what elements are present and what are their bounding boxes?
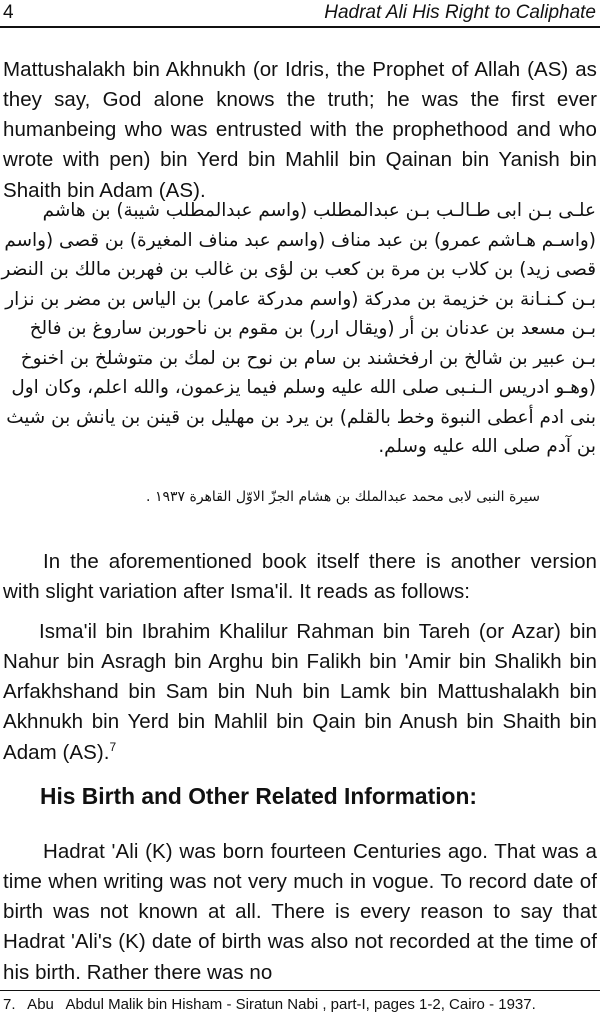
arabic-genealogy-line: بـن كـنـانة بن خزيمة بن مدركة (واسم مدركة عامر) بن الياس بن مضر بن نزار [5, 288, 596, 310]
birth-paragraph: Hadrat 'Ali (K) was born fourteen Centuries ago. That was a time when writing was not very much in vogue. To record date of birth was not known at all. There is every reason to say that Hadrat 'Ali's (K) date of birth was also not recorded at the time of his birth. Rather there was no [3, 839, 597, 984]
arabic-genealogy-line: قصى زيد) بن كلاب بن مرة بن كعب بن لؤى بن غالب بن فهربن مالك بن النضر [1, 259, 596, 280]
arabic-genealogy-line: (وهـو ادريس الـنـبى صلى الله عليه وسلم فيما يزعمون، والله اعلم، وكان اول [11, 377, 596, 398]
page-header [0, 0, 600, 26]
alternate-genealogy-text: Isma'il bin Ibrahim Khalilur Rahman bin Tareh (or Azar) bin Nahur bin Asragh bin Arghu bin Falikh bin 'Amir bin Shalikh bin Arfakhshand bin Sam bin Nuh bin Lamk bin Mattushalakh bin Akhnukh bin Yerd bin Mahlil bin Qain bin Anush bin Shaith bin Adam (AS). [3, 619, 597, 764]
alternate-genealogy-paragraph [3, 617, 597, 768]
page-number: 4 [3, 2, 14, 23]
running-title: Hadrat Ali His Right to Caliphate [324, 2, 596, 23]
section-heading: His Birth and Other Related Information: [40, 782, 477, 809]
footnote-text: 7. Abu Abdul Malik bin Hisham - Siratun Nabi , part-I, pages 1-2, Cairo - 1937. [3, 996, 536, 1013]
arabic-genealogy-line: بن آدم صلى الله عليه وسلم. [378, 436, 596, 457]
header-divider [0, 26, 600, 28]
arabic-genealogy-line: بـن مسعد بن عدنان بن أر (ويقال ارر) بن مقوم بن ناحوربن ساروغ بن فالخ [29, 318, 596, 339]
genealogy-paragraph-english: Mattushalakh bin Akhnukh (or Idris, the Prophet of Allah (AS) as they say, God alone knows the truth; he was the first ever humanbeing who was entrusted with the prophethood and who wrote with pen) bin Yerd bin Mahlil bin Qainan bin Yanish bin Shaith bin Adam (AS). [3, 57, 597, 202]
arabic-genealogy-line: (واسـم هـاشم عمرو) بن عبد مناف (واسم عبد مناف المغيرة) بن قصى (واسم [4, 229, 596, 251]
arabic-genealogy-block [1, 196, 596, 462]
arabic-source-reference: سيرة النبى لابى محمد عبدالملك بن هشام الجزّ الاوّل القاهرة ١٩٣٧ . [146, 489, 540, 505]
footnote-divider [0, 990, 600, 991]
arabic-genealogy-line: بـن عبير بن شالخ بن ارفخشند بن سام بن نوح بن لمك بن متوشلخ بن اخنوخ [20, 347, 596, 369]
footnote-marker: 7 [109, 739, 117, 754]
arabic-genealogy-line: علـى بـن ابى طـالـب بـن عبدالمطلب (واسم عبدالمطلب شيبة) بن هاشم [42, 200, 596, 221]
arabic-genealogy-line: بنى ادم أعطى النبوة وخط بالقلم) بن يرد بن مهليل بن قينن بن يانش بن شيث [6, 406, 596, 428]
variation-intro-paragraph: In the aforementioned book itself there is another version with slight variation after Isma'il. It reads as follows: [3, 549, 597, 603]
